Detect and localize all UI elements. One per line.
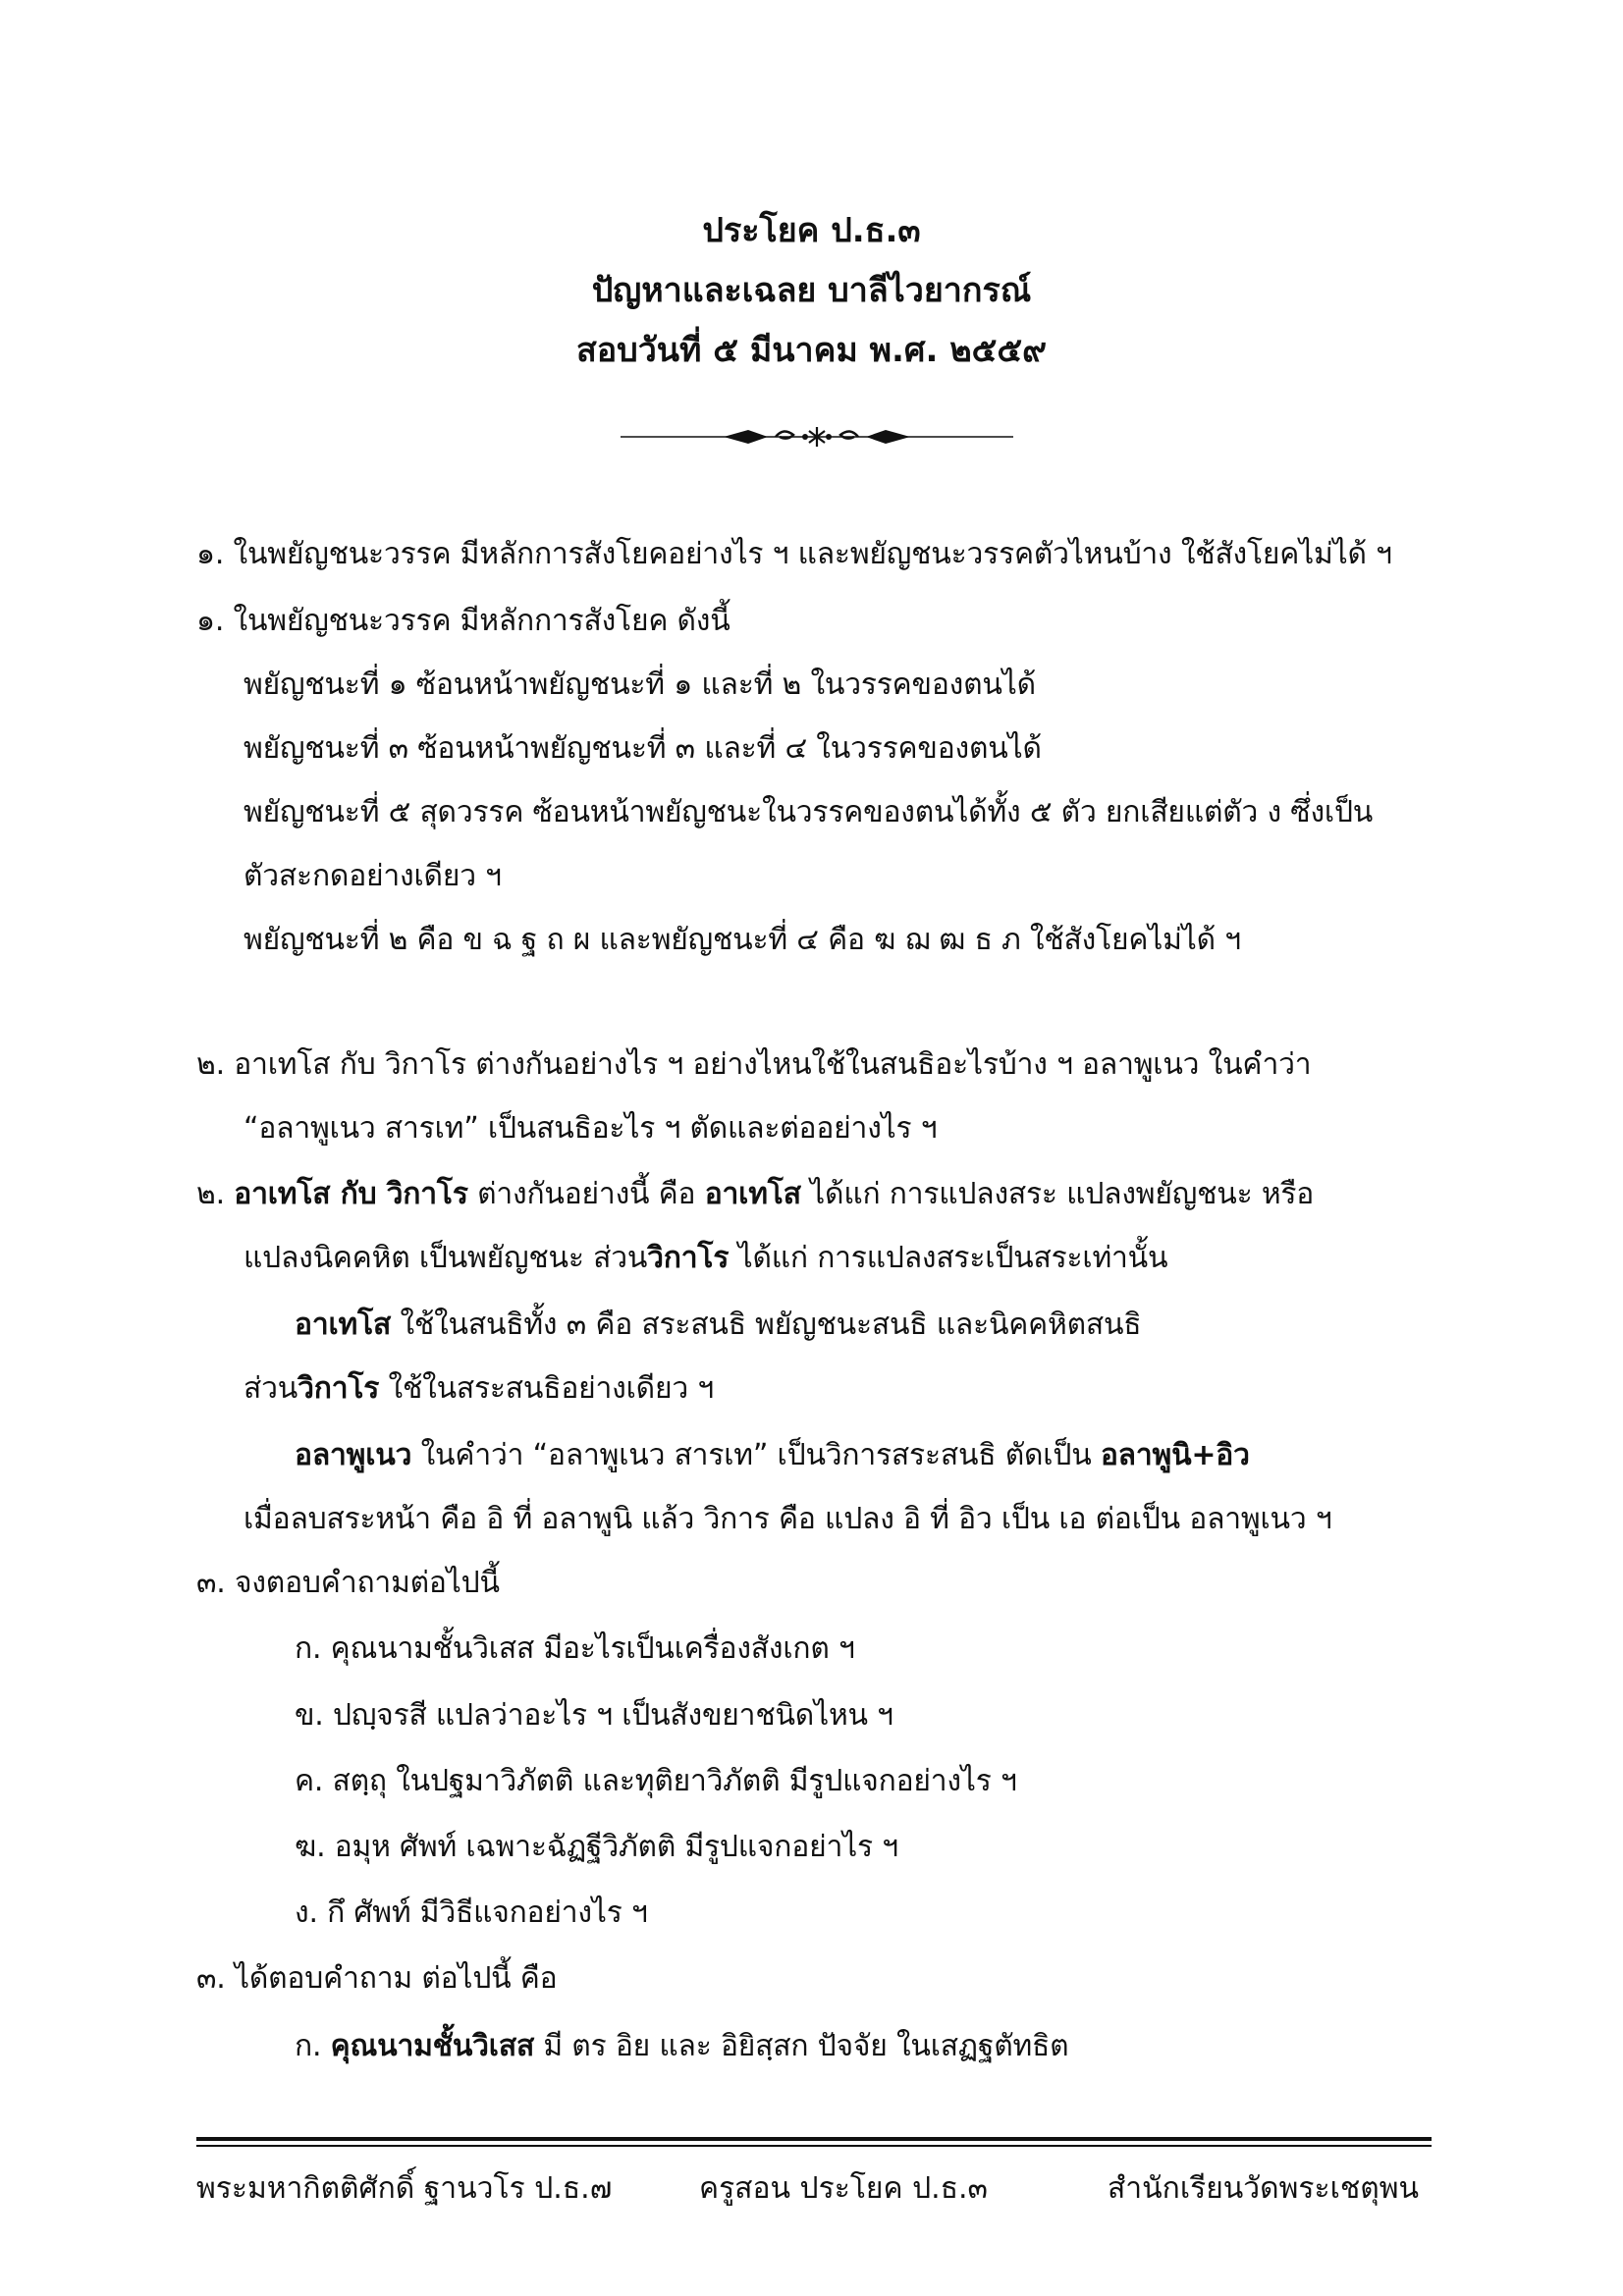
answer-2-line — [243, 1239, 1167, 1278]
bold-term: วิกาโร — [298, 1371, 380, 1406]
question-3-item: ค. สตฺถุ ในปฐมาวิภัตติ และทุติยาวิภัตติ มีรูปแจกอย่างไร ฯ — [295, 1764, 1017, 1798]
answer-text: ได้แก่ การแปลงสระเป็นสระเท่านั้น — [729, 1241, 1168, 1275]
answer-2-line — [295, 1436, 1250, 1475]
answer-3-item — [295, 2027, 1068, 2066]
answer-2-line — [295, 1306, 1141, 1345]
answer-item-letter: ก. — [295, 2029, 331, 2063]
footer-author: พระมหากิตติศักดิ์ ฐานวโร ป.ธ.๗ — [196, 2171, 613, 2206]
answer-text: ใช้ในสนธิทั้ง ๓ คือ สระสนธิ พยัญชนะสนธิ และนิคคหิตสนธิ — [391, 1308, 1142, 1342]
document-header — [0, 201, 1623, 381]
footer-institution: สำนักเรียนวัดพระเชตุพน — [1108, 2171, 1419, 2206]
bold-term: อาเทโส — [295, 1308, 392, 1342]
answer-2-number: ๒. — [196, 1177, 235, 1211]
answer-2-line — [243, 1369, 714, 1409]
answer-text: ต่างกันอย่างนี้ คือ — [467, 1177, 705, 1211]
answer-text: ใช้ในสระสนธิอย่างเดียว ฯ — [379, 1371, 714, 1406]
footer-rule-thick — [196, 2137, 1432, 2141]
answer-1-line: พยัญชนะที่ ๑ ซ้อนหน้าพยัญชนะที่ ๑ และที่ ๒ ในวรรคของตนได้ — [243, 667, 1036, 702]
question-3-item: ก. คุณนามชั้นวิเสส มีอะไรเป็นเครื่องสังเกต ฯ — [295, 1631, 855, 1666]
bold-term: อาเทโส — [704, 1177, 801, 1211]
question-2-continued: “อลาพูเนว สารเท” เป็นสนธิอะไร ฯ ตัดและต่ออย่างไร ฯ — [243, 1111, 938, 1146]
question-3-item: ข. ปญฺจรสี แปลว่าอะไร ฯ เป็นสังขยาชนิดไหน ฯ — [295, 1698, 893, 1733]
question-3-item: ง. กึ ศัพท์ มีวิธีแจกอย่างไร ฯ — [295, 1896, 648, 1930]
question-3-heading: ๓. จงตอบคำถามต่อไปนี้ — [196, 1566, 500, 1600]
answer-1-line: พยัญชนะที่ ๒ คือ ข ฉ ฐ ถ ผ และพยัญชนะที่ ๔ คือ ฆ ฌ ฒ ธ ภ ใช้สังโยคไม่ได้ ฯ — [243, 923, 1241, 957]
answer-1-heading: ๑. ในพยัญชนะวรรค มีหลักการสังโยค ดังนี้ — [196, 604, 730, 638]
bold-term: อาเทโส กับ วิกาโร — [234, 1177, 468, 1211]
footer-role: ครูสอน ประโยค ป.ธ.๓ — [699, 2171, 989, 2206]
header-subtitle: ปัญหาและเฉลย บาลีไวยากรณ์ — [591, 271, 1032, 310]
answer-2-line — [196, 1175, 1314, 1214]
answer-text: มี ตร อิย และ อิยิสฺสก ปัจจัย ในเสฏฐตัทธิต — [534, 2029, 1069, 2063]
bold-term: อลาพูนิ+อิว — [1100, 1438, 1250, 1472]
answer-text: ส่วน — [243, 1371, 298, 1406]
answer-text: ได้แก่ การแปลงสระ แปลงพยัญชนะ หรือ — [800, 1177, 1315, 1211]
question-1: ๑. ในพยัญชนะวรรค มีหลักการสังโยคอย่างไร ฯ และพยัญชนะวรรคตัวไหนบ้าง ใช้สังโยคไม่ได้ ฯ — [196, 537, 1392, 571]
answer-1-line: พยัญชนะที่ ๓ ซ้อนหน้าพยัญชนะที่ ๓ และที่ ๔ ในวรรคของตนได้ — [243, 731, 1042, 766]
question-3-item: ฆ. อมุห ศัพท์ เฉพาะฉัฏฐีวิภัตติ มีรูปแจกอย่าไร ฯ — [295, 1830, 898, 1864]
header-title: ประโยค ป.ธ.๓ — [702, 211, 921, 250]
bold-term: อลาพูเนว — [295, 1438, 412, 1472]
question-2: ๒. อาเทโส กับ วิกาโร ต่างกันอย่างไร ฯ อย่างไหนใช้ในสนธิอะไรบ้าง ฯ อลาพูเนว ในคำว่า — [196, 1047, 1312, 1082]
bold-term: คุณนามชั้นวิเสส — [330, 2029, 535, 2063]
footer-rule-thin — [196, 2145, 1432, 2147]
answer-text: ในคำว่า “อลาพูเนว สารเท” เป็นวิการสระสนธิ ตัดเป็น — [411, 1438, 1101, 1472]
answer-1-line: พยัญชนะที่ ๕ สุดวรรค ซ้อนหน้าพยัญชนะในวรรคของตนได้ทั้ง ๕ ตัว ยกเสียแต่ตัว ง ซึ่งเป็น — [243, 795, 1374, 829]
ornament-divider — [621, 422, 1013, 452]
bold-term: วิกาโร — [647, 1241, 730, 1275]
answer-2-line: เมื่อลบสระหน้า คือ อิ ที่ อลาพูนิ แล้ว วิการ คือ แปลง อิ ที่ อิว เป็น เอ ต่อเป็น อลาพูเนว ฯ — [243, 1502, 1332, 1536]
header-exam-date: สอบวันที่ ๕ มีนาคม พ.ศ. ๒๕๕๙ — [575, 331, 1048, 370]
answer-3-heading: ๓. ได้ตอบคำถาม ต่อไปนี้ คือ — [196, 1961, 558, 1996]
answer-1-line: ตัวสะกดอย่างเดียว ฯ — [243, 859, 502, 893]
answer-text: แปลงนิคคหิต เป็นพยัญชนะ ส่วน — [243, 1241, 648, 1275]
